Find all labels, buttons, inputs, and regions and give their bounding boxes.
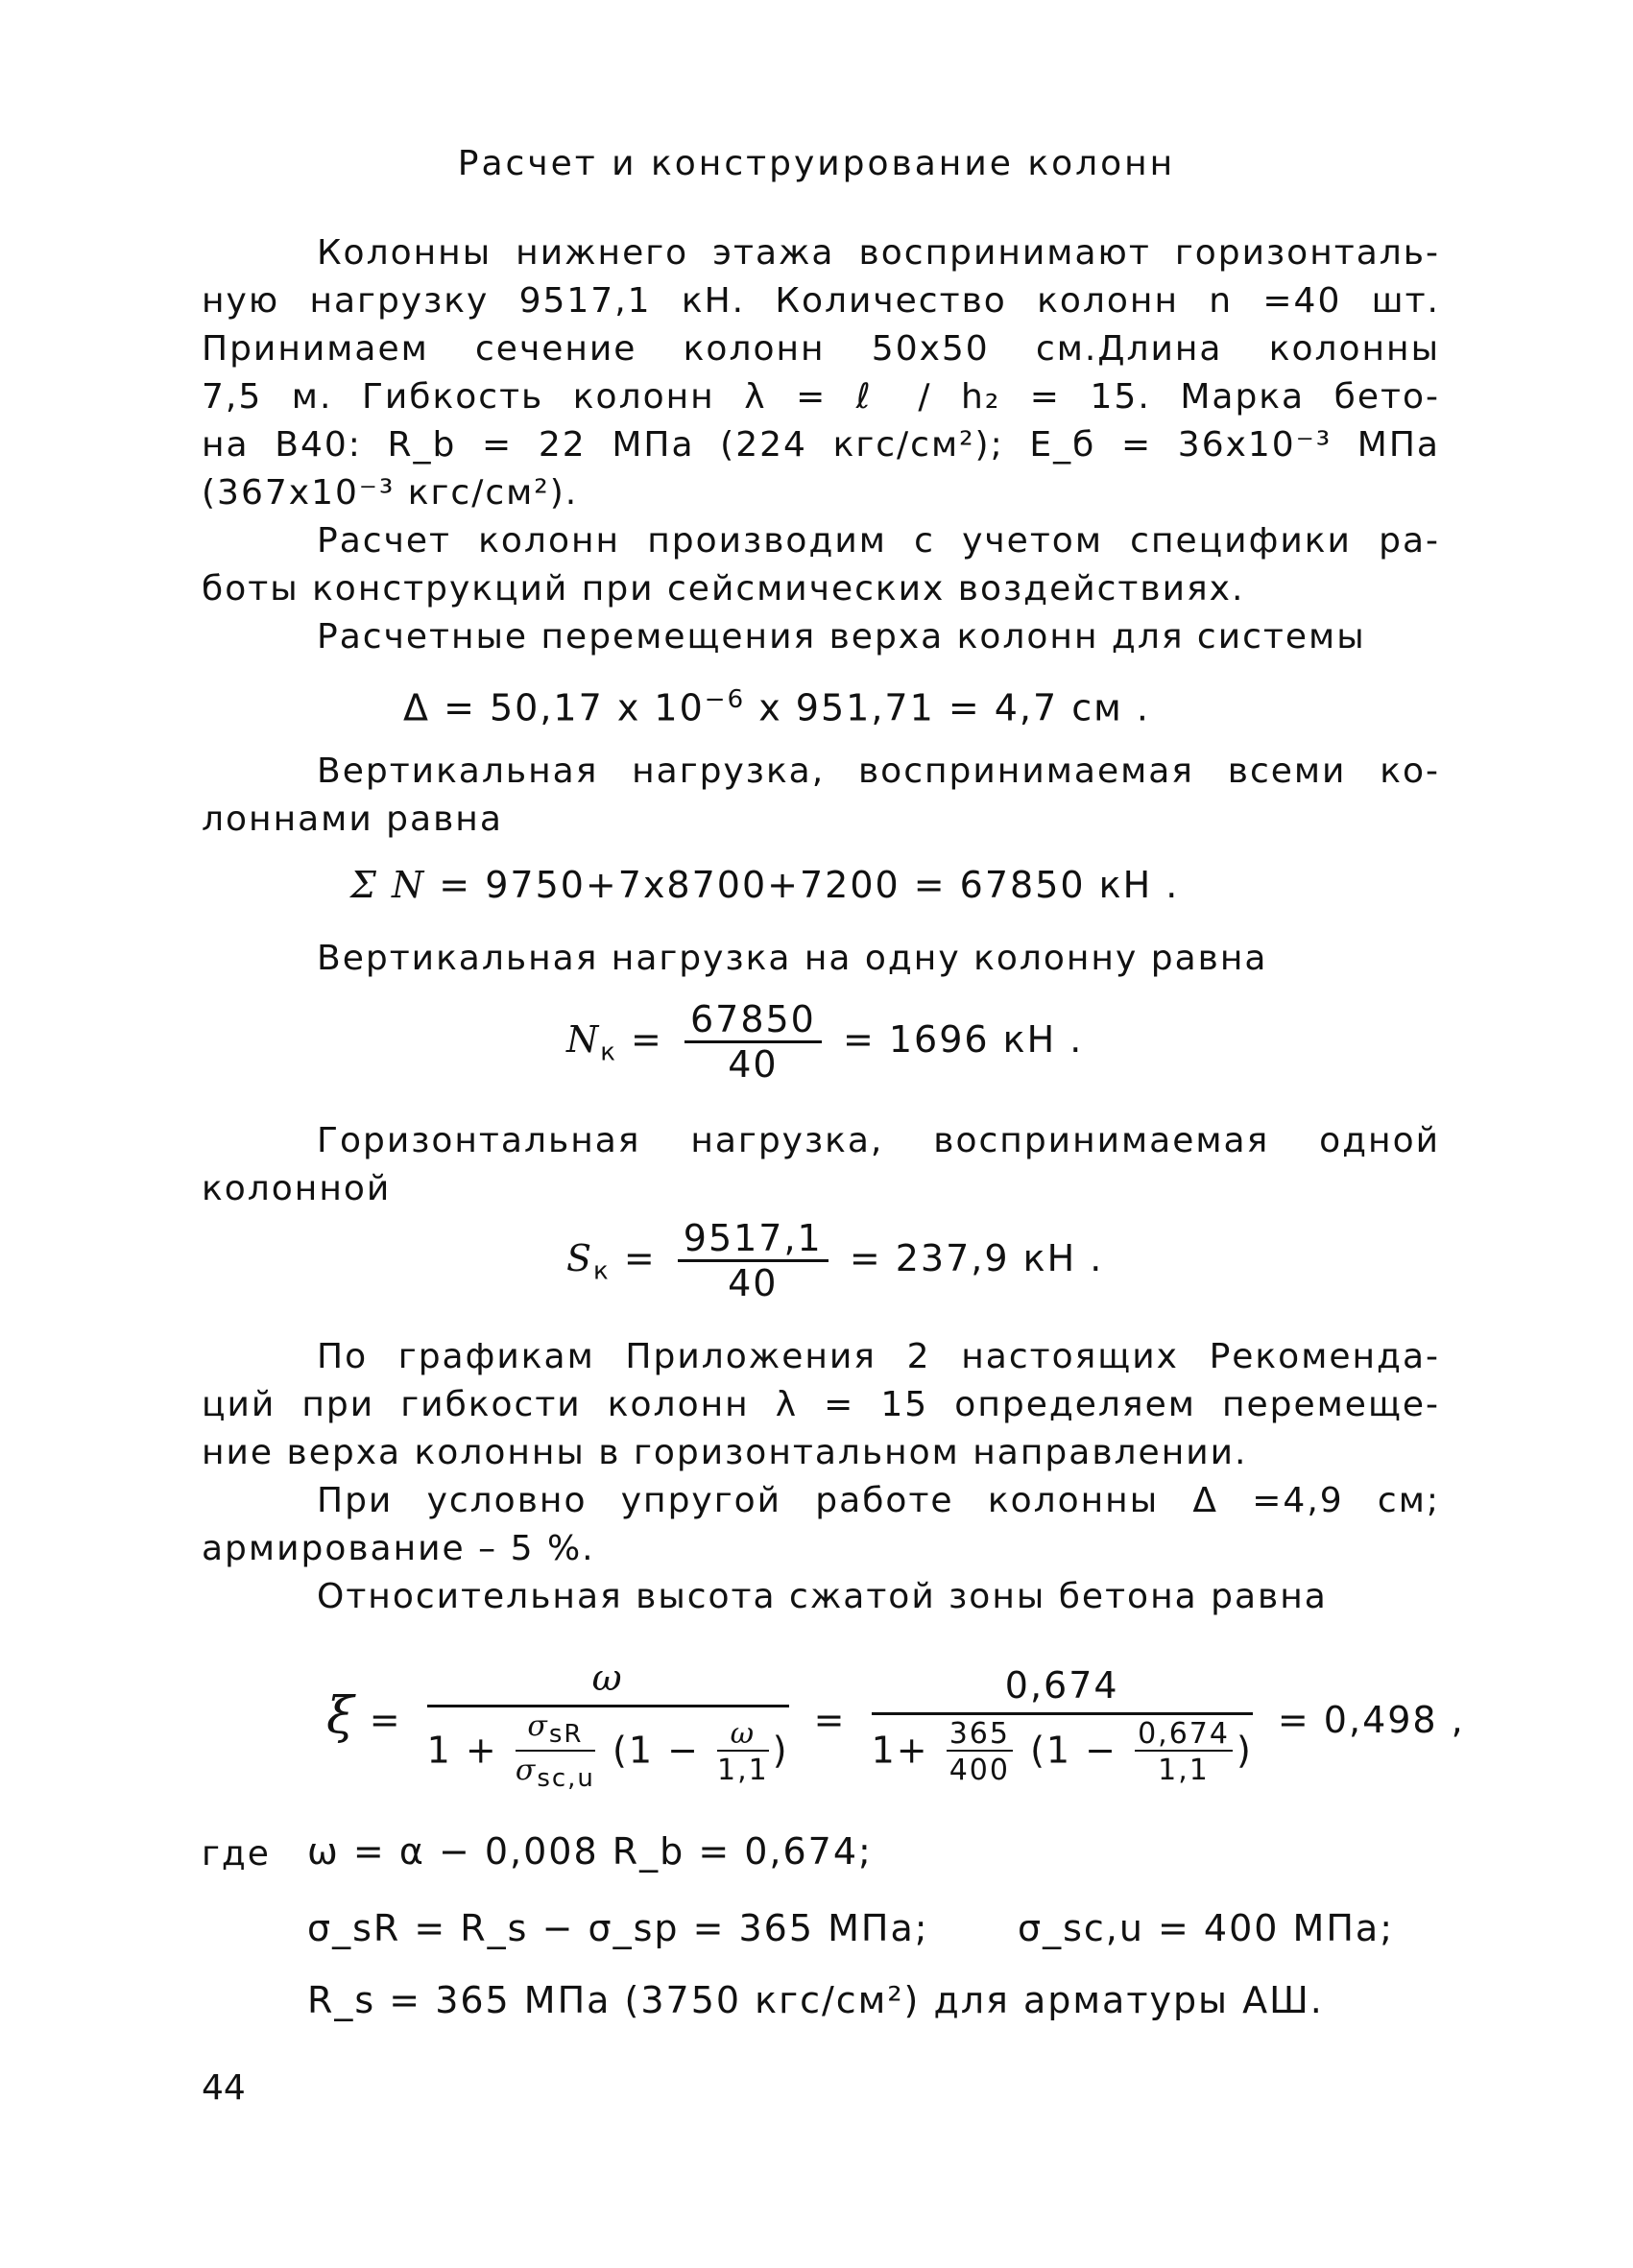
s-symbol: S [566,1237,594,1279]
where-omega: ω = α − 0,008 R_b = 0,674; [307,1830,873,1873]
text-line: Горизонтальная нагрузка, воспринимаемая одной [317,1121,1440,1160]
fraction-numerator: 9517,1 [678,1217,829,1262]
formula-exponent: −6 [704,685,746,714]
omega-numerator: ω [717,1719,769,1752]
text-line: (367x10⁻³ кгс/см²). [202,473,579,513]
sigma-sr: σ [527,1709,549,1743]
text-line: Колонны нижнего этажа воспринимают горизонталь- [317,233,1440,273]
text-line: Принимаем сечение колонн 50х50 см.Длина колонны [202,329,1440,369]
formula-result: = 0,498 , [1277,1699,1465,1741]
text-line: лоннами равна [202,800,503,839]
text-line: ций при гибкости колонн λ = 15 определяем перемеще- [202,1385,1440,1424]
fraction-numeric [872,1659,1253,1786]
fraction [684,998,822,1086]
formula-sum-n [350,862,1179,908]
text-line: ние верха колонны в горизонтальном направлении. [202,1433,1248,1472]
section-title: Расчет и конструирование колонн [457,144,1176,183]
s-subscript: к [593,1256,611,1286]
text-line: на В40: R_b = 22 МПа (224 кгс/см²); E_б = 36x10⁻³ МПа [202,425,1440,465]
ratio-denominator: 1,1 [1158,1754,1210,1787]
ratio-numerator: 0,674 [1135,1719,1233,1752]
fraction-denominator: 40 [728,1262,779,1304]
formula-displacement: Δ = 50,17 x $10^{-6}$ x 951,71 = 4,7 см . [403,685,1150,729]
omega-ratio [717,1719,769,1786]
formula-rest: x 951,71 = 4,7 см . [758,686,1150,729]
ratio-365-400 [947,1719,1013,1786]
term-one-plus: 1 + [426,1729,498,1772]
fraction-denominator: 40 [728,1043,779,1086]
text-line: Расчет колонн производим с учетом специфики ра- [317,521,1440,561]
text-line: Вертикальная нагрузка на одну колонну равна [317,939,1268,978]
sigma-sr-subscript: sR [548,1720,584,1749]
where-sigma-sr: σ_sR = R_s − σ_sp = 365 МПа; [307,1907,929,1949]
term-paren: (1 − [612,1729,700,1772]
fraction-denominator: 1 + $\sigma_{sR}$ $\sigma_{sc,u}$ (1 − $\frac{\omega}{1,1}$ ) [426,1709,789,1793]
formula-coefficient: 50,17 x 10 [490,686,705,729]
fraction-numerator: 0,674 [872,1659,1253,1715]
fraction-numerator: ω [427,1651,789,1707]
ratio-denominator: 400 [949,1754,1010,1787]
sum-symbol: Σ N [350,864,426,906]
text-line: колонной [202,1169,392,1208]
where-sigma-scu: σ_sc,u = 400 МПа; [1018,1907,1394,1949]
n-subscript: к [600,1038,617,1067]
text-line: Относительная высота сжатой зоны бетона равна [317,1577,1328,1616]
text-line: По графикам Приложения 2 настоящих Рекоменда- [317,1337,1440,1376]
xi-symbol: ξ [326,1687,356,1745]
fraction [678,1217,829,1304]
n-symbol: N [566,1018,601,1061]
term-one-plus: 1+ [871,1729,929,1772]
text-line: Вертикальная нагрузка, воспринимаемая всеми ко- [317,752,1440,791]
delta-symbol: Δ [403,686,430,729]
text-line: При условно упругой работе колонны Δ =4,9 см; [317,1481,1440,1520]
text-line: ную нагрузку 9517,1 кН. Количество колонн n =40 шт. [202,281,1440,321]
page-number: 44 [202,2068,246,2108]
fraction-denominator: 1+ $\frac{365}{400}$ (1 − $\frac{0,674}{1,1}$ ) [871,1717,1253,1787]
sigma-scu-subscript: sc,u [537,1764,595,1793]
formula-xi: ξ = ω 1 + $\sigma_{sR}$ $\sigma_{sc,u}$ (1 − $\frac{\omega}{1,1}$ ) = 0,674 1+ $\frac{365}{400}$ (1 − $\frac{0,674}{1,1}$ ) = 0,498 , [326,1651,1465,1794]
formula-rhs: = 237,9 кН . [849,1237,1104,1279]
stress-ratio [516,1711,595,1794]
ratio-0674-11 [1135,1719,1233,1786]
text-line: Расчетные перемещения верха колонн для системы [317,617,1366,657]
formula-rhs: = 1696 кН . [842,1018,1084,1061]
omega-denominator: 1,1 [717,1754,769,1787]
where-label: где [202,1834,271,1874]
fraction-numerator: 67850 [684,998,822,1043]
formula-nk: $N_к$ = $\frac{67850}{40}$ = 1696 кН . [566,998,1084,1086]
formula-sk: $S_к$ = $\frac{9517,1}{40}$ = 237,9 кН . [566,1217,1104,1304]
term-paren: (1 − [1030,1729,1117,1772]
text-line: армирование – 5 %. [202,1529,595,1568]
ratio-numerator: 365 [947,1719,1013,1752]
text-line: боты конструкций при сейсмических воздействиях. [202,569,1245,609]
where-rs: R_s = 365 МПа (3750 кгс/см²) для арматуры АШ. [307,1979,1324,2021]
text-line: 7,5 м. Гибкость колонн λ = ℓ / h₂ = 15. Марка бето- [202,377,1440,417]
formula-rhs: = 9750+7x8700+7200 = 67850 кН . [439,864,1180,906]
sigma-scu: σ [515,1754,538,1787]
fraction-general [427,1651,789,1794]
